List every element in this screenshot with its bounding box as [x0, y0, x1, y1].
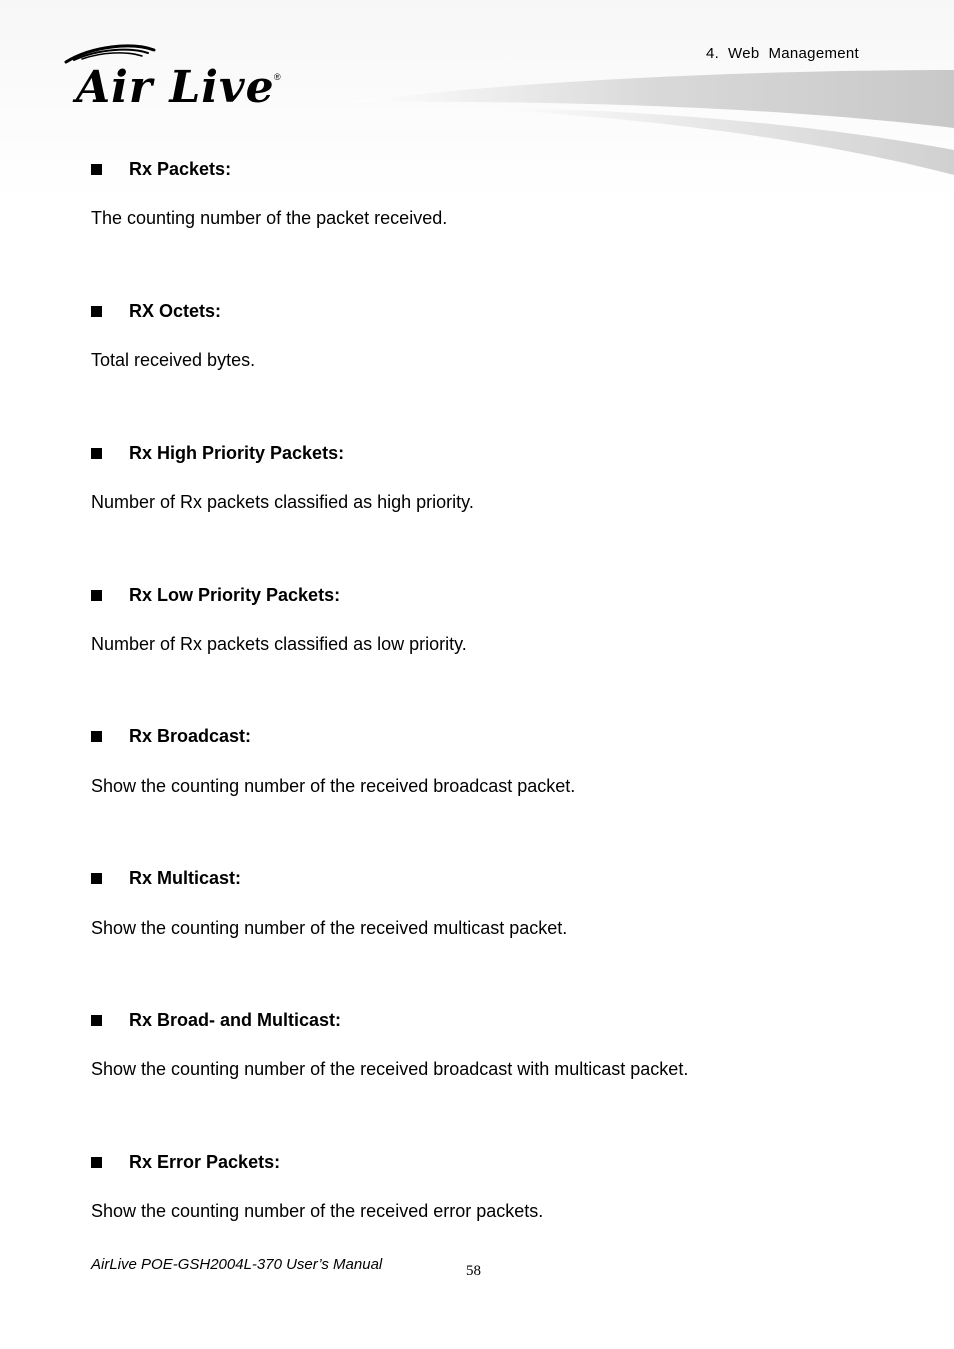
- section-description: Show the counting number of the received multicast packet.: [91, 918, 568, 938]
- section-description: Show the counting number of the received broadcast with multicast packet.: [91, 1059, 689, 1079]
- section-heading: [91, 441, 344, 465]
- section-heading-text: Rx Low Priority Packets:: [129, 584, 341, 605]
- section-description: Show the counting number of the received error packets.: [91, 1201, 544, 1221]
- square-bullet-icon: [91, 590, 102, 601]
- section-heading-text: Rx Broad- and Multicast:: [129, 1009, 342, 1030]
- section-heading: [91, 299, 221, 323]
- section-description: Number of Rx packets classified as low priority.: [91, 634, 467, 654]
- square-bullet-icon: [91, 448, 102, 459]
- section-heading-text: Rx High Priority Packets:: [129, 442, 345, 463]
- section-heading: [91, 157, 231, 181]
- section-description: Total received bytes.: [91, 350, 256, 370]
- section-heading-text: RX Octets:: [129, 300, 222, 321]
- section-heading: [91, 1150, 280, 1174]
- square-bullet-icon: [91, 731, 102, 742]
- section-heading-text: Rx Broadcast:: [129, 725, 252, 746]
- square-bullet-icon: [91, 306, 102, 317]
- section-heading: [91, 1008, 341, 1032]
- section-heading-text: Rx Error Packets:: [129, 1151, 281, 1172]
- square-bullet-icon: [91, 1015, 102, 1026]
- airlive-logo: [62, 40, 287, 108]
- square-bullet-icon: [91, 873, 102, 884]
- section-heading: [91, 866, 241, 890]
- section-heading: [91, 583, 340, 607]
- section-heading: [91, 724, 251, 748]
- chapter-title: 4. Web Management: [706, 45, 860, 62]
- section-description: The counting number of the packet received.: [91, 208, 448, 228]
- square-bullet-icon: [91, 1157, 102, 1168]
- section-heading-text: Rx Multicast:: [129, 867, 242, 888]
- section-heading-text: Rx Packets:: [129, 158, 232, 179]
- footer-page-number: 58: [466, 1263, 481, 1279]
- footer-manual-title: AirLive POE-GSH2004L-370 User’s Manual: [91, 1256, 383, 1273]
- section-description: Show the counting number of the received broadcast packet.: [91, 776, 576, 796]
- svg-text:Air Live: Air Live: [76, 62, 275, 108]
- square-bullet-icon: [91, 164, 102, 175]
- svg-text:®: ®: [274, 72, 281, 82]
- section-description: Number of Rx packets classified as high priority.: [91, 492, 474, 512]
